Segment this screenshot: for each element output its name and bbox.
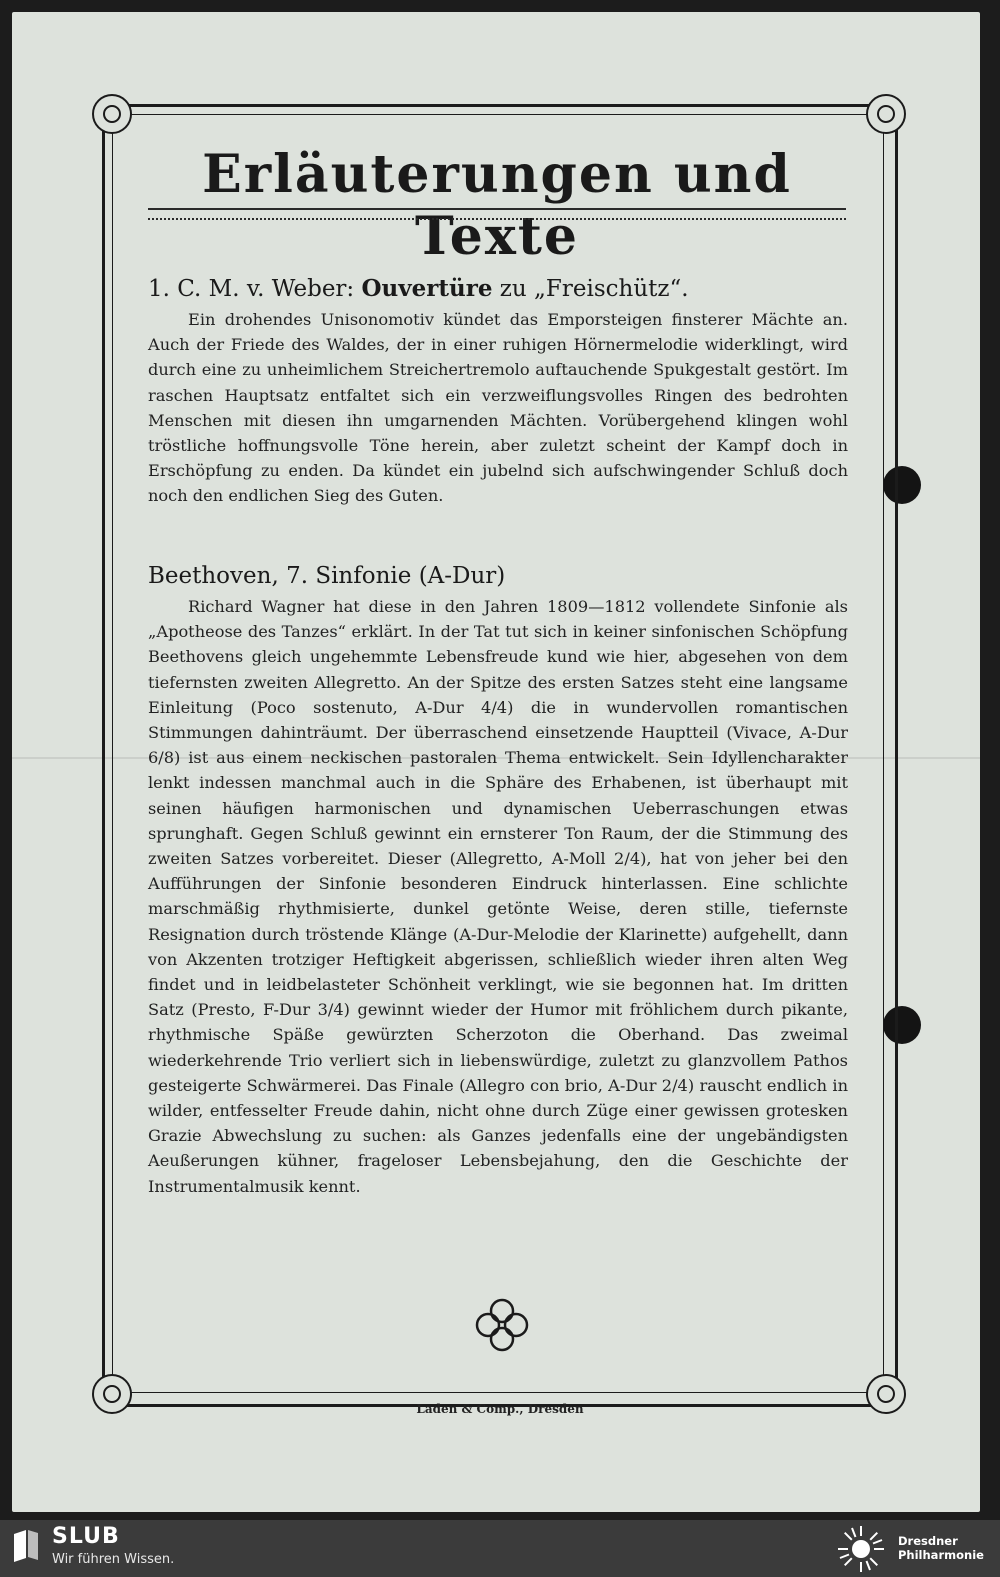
frame-corner-ornament bbox=[92, 1374, 132, 1414]
frame-corner-ornament bbox=[92, 94, 132, 134]
partner-name-line2: Philharmonie bbox=[898, 1548, 984, 1562]
frame-corner-ornament bbox=[866, 1374, 906, 1414]
footer-bar bbox=[0, 1520, 1000, 1577]
section-body-beethoven: Richard Wagner hat diese in den Jahren 1809—1812 vollendete Sinfonie als „Apotheose des Tanzes“ erklärt. In der Tat tut sich in keiner sinfonischen Schöpfung Beethovens gleich ungehemmte Lebensfreude kund wie hier, abgesehen von dem tiefernsten zweiten Allegretto. An der Spitze des ersten Satzes steht eine langsame Einleitung (Poco sostenuto, A-Dur 4/4) die in wundervollen romantischen Stimmungen dahinträumt. Der überraschend einsetzende Hauptteil (Vivace, A-Dur 6/8) ist aus einem neckischen pastoralen Thema entwickelt. Sein Idyllencharakter lenkt indessen manchmal auch in die Sphäre des Erhabenen, ist überhaupt mit seinen häufigen harmonischen und dynamischen Ueberraschungen etwas sprunghaft. Gegen Schluß gewinnt ein ernsterer Ton Raum, der die Stimmung des zweiten Satzes vorbereitet. Dieser (Allegretto, A-Moll 2/4), hat von jeher bei den Aufführungen der Sinfonie besonderen Eindruck hinterlassen. Eine schlichte marschmäßig rhythmisierte, dunkel getönte Weise, deren stille, tiefernste Resignation durch tröstende Klänge (A-Dur-Melodie der Klarinette) aufgehellt, dann von Akzenten trotziger Heftigkeit abgerissen, schließlich wieder ihren alten Weg findet und in leidbelasteter Schönheit verklingt, wie sie begonnen hat. Im dritten Satz (Presto, F-Dur 3/4) gewinnt wieder der Humor mit fröhlichem durch pikante, rhythmische Späße gewürzten Scherzoton die Oberhand. Das zweimal wiederkehrende Trio verliert sich in liebenswürdige, zuletzt zu glanzvollem Pathos gesteigerte Schwärmerei. Das Finale (Allegro con brio, A-Dur 2/4) rauscht endlich in wilder, entfesselter Freude dahin, nicht ohne durch Züge einer gewissen grotesken Grazie Abwechslung zu suchen: als Ganzes jedenfalls eine der ungebändigsten Aeußerungen kühner, frageloser Lebensbejahung, den die Geschichte der Instrumentalmusik kennt. bbox=[148, 597, 848, 1196]
partner-name bbox=[898, 1534, 998, 1562]
section-heading-weber bbox=[148, 274, 848, 304]
section-heading-beethoven: Beethoven, 7. Sinfonie (A-Dur) bbox=[148, 563, 506, 589]
philharmonie-sunburst-icon bbox=[836, 1524, 886, 1574]
partner-name-line1: Dresdner bbox=[898, 1534, 958, 1548]
slub-book-icon bbox=[12, 1528, 40, 1562]
library-tagline: Wir führen Wissen. bbox=[52, 1552, 175, 1567]
knot-ornament-icon bbox=[472, 1295, 532, 1355]
section-body-weber: Ein drohendes Unisonomotiv kündet das Emporsteigen finsterer Mächte an. Auch der Friede des Waldes, der in einer ruhigen Hörnermelodie widerklingt, wird durch eine zu unheimlichem Streichertremolo auftauchende Spukgestalt gestört. Im raschen Hauptsatz entfaltet sich ein verzweiflungsvolles Ringen des bedrohten Menschen mit diesen ihn umgarnenden Mächten. Vorübergehend klingen wohl tröstliche hoffnungsvolle Töne herein, aber zuletzt scheint der Kampf doch in Erschöpfung zu enden. Da kündet ein jubelnd sich aufschwingender Schluß doch noch den endlichen Sieg des Guten. bbox=[148, 310, 848, 506]
heading-bold: Ouvertüre bbox=[361, 275, 493, 302]
library-name: SLUB bbox=[52, 1524, 120, 1549]
title-divider bbox=[148, 208, 846, 220]
heading-suffix: zu „Freischütz“. bbox=[492, 276, 689, 302]
frame-corner-ornament bbox=[866, 94, 906, 134]
printer-imprint: Laden & Comp., Dresden bbox=[416, 1402, 584, 1416]
heading-prefix: 1. C. M. v. Weber: bbox=[148, 276, 362, 302]
page-title: Erläuterungen und Texte bbox=[202, 144, 792, 267]
